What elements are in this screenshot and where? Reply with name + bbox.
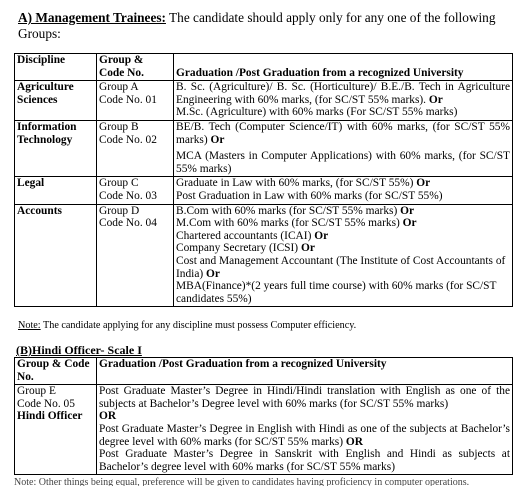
table-row <box>15 177 513 204</box>
note-label: Note: <box>18 320 41 331</box>
table-row <box>15 204 513 307</box>
management-trainees-table <box>14 53 513 307</box>
code-label: Code No. 05 <box>17 397 75 410</box>
header-qualification: Graduation /Post Graduation from a recognized University <box>97 358 513 385</box>
group-label: Group A <box>99 81 139 94</box>
group-label: Group C <box>99 177 139 190</box>
section-a-text: The candidate should apply only for any one of the following Groups: <box>18 10 496 41</box>
header-group: Group & Code No. <box>15 358 97 385</box>
group-cell <box>97 120 174 176</box>
qualification-line: Post Graduation in Law with 60% marks (for SC/ST 55%) <box>176 189 443 202</box>
table-header-row <box>15 54 513 81</box>
table-header-row <box>15 358 513 385</box>
header-qualification: Graduation /Post Graduation from a recognized University <box>174 54 513 81</box>
table-row <box>15 385 513 475</box>
hindi-officer-table <box>14 357 513 475</box>
computer-efficiency-note <box>18 320 356 332</box>
group-label: Group B <box>99 120 139 133</box>
table-row <box>15 81 513 121</box>
qualification-line: M.Com with 60% marks (for SC/ST 55% marks) Or <box>176 217 417 230</box>
qualification-cell <box>174 120 513 176</box>
qualification-line: Graduate in Law with 60% marks, (for SC/ST 55%) Or <box>176 177 431 190</box>
qualification-line: OR <box>99 410 117 423</box>
header-group: Group & Code No. <box>97 54 174 81</box>
post-name: Hindi Officer <box>17 410 83 423</box>
qualification-cell <box>174 177 513 204</box>
qualification-cell <box>97 385 513 475</box>
discipline-cell: Accounts <box>15 204 97 307</box>
discipline-cell: Information Technology <box>15 120 97 176</box>
qualification-line: Chartered accountants (ICAI) Or <box>176 229 329 242</box>
group-label: Group D <box>99 204 140 217</box>
cut-off-text-line: Note: Other things being equal, preference will be given to candidates having proficiency in computer operations. <box>14 477 470 486</box>
qualification-line: Post Graduate Master’s Degree in Sanskrit with English and Hindi as subjects at Bachelor’s degree level with 60% marks (for SC/ST 55% marks) <box>99 448 510 473</box>
qualification-line: Post Graduate Master’s Degree in English with Hindi as one of the subjects at Bachelor’s degree level with 60% marks (for SC/ST 55% marks) OR <box>99 422 510 448</box>
header-discipline: Discipline <box>15 54 97 81</box>
group-cell <box>97 81 174 121</box>
code-label: Code No. 04 <box>99 217 157 230</box>
note-text: The candidate applying for any discipline must possess Computer efficiency. <box>40 320 357 331</box>
section-a-heading: A) Management Trainees: <box>18 10 166 25</box>
qualification-line: Cost and Management Accountant (The Institute of Cost Accountants of India) Or <box>176 254 506 280</box>
section-b-heading <box>16 344 142 357</box>
discipline-cell: Agriculture Sciences <box>15 81 97 121</box>
group-cell <box>97 177 174 204</box>
group-label: Group E <box>17 385 56 398</box>
qualification-line: M.Sc. (Agriculture) with 60% marks (For SC/ST 55% marks) <box>176 106 458 119</box>
qualification-line: Post Graduate Master’s Degree in Hindi/Hindi translation with English as one of the subjects at Bachelor’s Degree level with 60% marks (for SC/ST 55% marks) <box>99 385 510 410</box>
qualification-line: MCA (Masters in Computer Applications) with 60% marks, (for SC/ST 55% marks) <box>176 150 510 175</box>
qualification-line: Company Secretary (ICSI) Or <box>176 242 315 255</box>
code-label: Code No. 02 <box>99 133 157 146</box>
qualification-line: MBA(Finance)*(2 years full time course) with 60% marks (for SC/ST candidates 55%) <box>176 280 497 305</box>
code-label: Code No. 03 <box>99 189 157 202</box>
group-cell <box>15 385 97 475</box>
qualification-cell <box>174 81 513 121</box>
table-row <box>15 120 513 176</box>
section-b-title: (B)Hindi Officer- Scale I <box>16 343 142 357</box>
qualification-line: B. Sc. (Agriculture)/ B. Sc. (Horticulture)/ B.E./B. Tech in Agriculture Engineering with 60% marks, (for SC/ST 55% marks). Or <box>176 81 510 106</box>
group-cell <box>97 204 174 307</box>
discipline-cell: Legal <box>15 177 97 204</box>
qualification-cell <box>174 204 513 307</box>
qualification-line: BE/B. Tech (Computer Science/IT) with 60% marks, (for SC/ST 55% marks) Or <box>176 120 510 146</box>
code-label: Code No. 01 <box>99 93 157 106</box>
section-a-intro <box>18 10 513 42</box>
qualification-line: B.Com with 60% marks (for SC/ST 55% marks) Or <box>176 204 415 217</box>
